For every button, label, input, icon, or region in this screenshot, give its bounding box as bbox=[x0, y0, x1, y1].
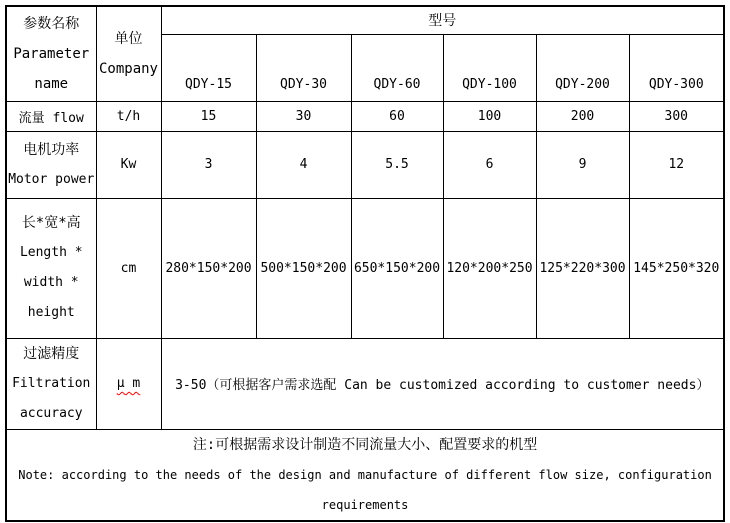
dimensions-unit-cell: cm bbox=[96, 198, 161, 338]
flow-value-cell-qdy-15: 15 bbox=[161, 101, 256, 131]
motor-power-value-cell-qdy-30: 4 bbox=[256, 131, 351, 198]
motor-power-unit-cell: Kw bbox=[96, 131, 161, 198]
spec-table bbox=[5, 5, 725, 522]
model-header-qdy-200: QDY-200 bbox=[536, 34, 629, 101]
text-line: width * bbox=[23, 275, 79, 290]
row-dimensions bbox=[6, 198, 724, 338]
text-line: 长*宽*高 bbox=[21, 215, 81, 231]
unit-header-cell bbox=[96, 6, 161, 101]
model-group-header-cell: 型号 bbox=[161, 6, 724, 34]
model-header-qdy-15: QDY-15 bbox=[161, 34, 256, 101]
dimensions-value-cell-qdy-30: 500*150*200 bbox=[256, 198, 351, 338]
model-header-qdy-30: QDY-30 bbox=[256, 34, 351, 101]
motor-power-value-cell-qdy-15: 3 bbox=[161, 131, 256, 198]
note-line-en: Note: according to the needs of the design and manufacture of different flow size, configuration bbox=[18, 467, 712, 482]
text-line: Motor power bbox=[8, 171, 95, 187]
motor-power-value-cell-qdy-100: 6 bbox=[443, 131, 536, 198]
row-motor-power bbox=[6, 131, 724, 198]
dimensions-value-cell-qdy-15: 280*150*200 bbox=[161, 198, 256, 338]
dimensions-value-cell-qdy-100: 120*200*250 bbox=[443, 198, 536, 338]
motor-power-label-cell bbox=[6, 131, 96, 198]
text-line: Filtration bbox=[12, 375, 91, 391]
motor-power-value-cell-qdy-60: 5.5 bbox=[351, 131, 443, 198]
flow-value-cell-qdy-100: 100 bbox=[443, 101, 536, 131]
header-row-model-group bbox=[6, 6, 724, 34]
text-line: 参数名称 bbox=[23, 15, 80, 32]
text-line: 电机功率 bbox=[23, 141, 80, 158]
filtration-value-cell: 3-50（可根据客户需求选配 Can be customized according to customer needs） bbox=[161, 338, 724, 429]
dimensions-value-cell-qdy-60: 650*150*200 bbox=[351, 198, 443, 338]
model-header-qdy-60: QDY-60 bbox=[351, 34, 443, 101]
dimensions-value-cell-qdy-300: 145*250*320 bbox=[629, 198, 724, 338]
micron-unit-misspelled: μ m bbox=[116, 376, 141, 391]
flow-value-cell-qdy-30: 30 bbox=[256, 101, 351, 131]
text-line: Parameter bbox=[13, 45, 90, 62]
motor-power-value-cell-qdy-300: 12 bbox=[629, 131, 724, 198]
text-line: 单位 bbox=[114, 30, 143, 47]
note-line-en-cont: requirements bbox=[321, 497, 409, 512]
dimensions-label-cell bbox=[6, 198, 96, 338]
text-line: accuracy bbox=[19, 405, 83, 421]
text-line: height bbox=[27, 305, 75, 320]
flow-unit-cell: t/h bbox=[96, 101, 161, 131]
text-line: Company bbox=[98, 60, 158, 77]
text-line: Length * bbox=[19, 245, 83, 260]
flow-value-cell-qdy-200: 200 bbox=[536, 101, 629, 131]
flow-value-cell-qdy-60: 60 bbox=[351, 101, 443, 131]
text-line: name bbox=[34, 75, 69, 92]
model-header-qdy-100: QDY-100 bbox=[443, 34, 536, 101]
flow-value-cell-qdy-300: 300 bbox=[629, 101, 724, 131]
dimensions-value-cell-qdy-200: 125*220*300 bbox=[536, 198, 629, 338]
model-header-qdy-300: QDY-300 bbox=[629, 34, 724, 101]
text-line: 过滤精度 bbox=[23, 345, 80, 362]
filtration-label-cell bbox=[6, 338, 96, 429]
row-filtration bbox=[6, 338, 724, 429]
row-flow bbox=[6, 101, 724, 131]
row-note bbox=[6, 429, 724, 521]
filtration-unit-cell bbox=[96, 338, 161, 429]
flow-label-cell: 流量 flow bbox=[6, 101, 96, 131]
note-line-zh: 注:可根据需求设计制造不同流量大小、配置要求的机型 bbox=[192, 436, 538, 453]
motor-power-value-cell-qdy-200: 9 bbox=[536, 131, 629, 198]
param-header-cell bbox=[6, 6, 96, 101]
note-cell bbox=[6, 429, 724, 521]
